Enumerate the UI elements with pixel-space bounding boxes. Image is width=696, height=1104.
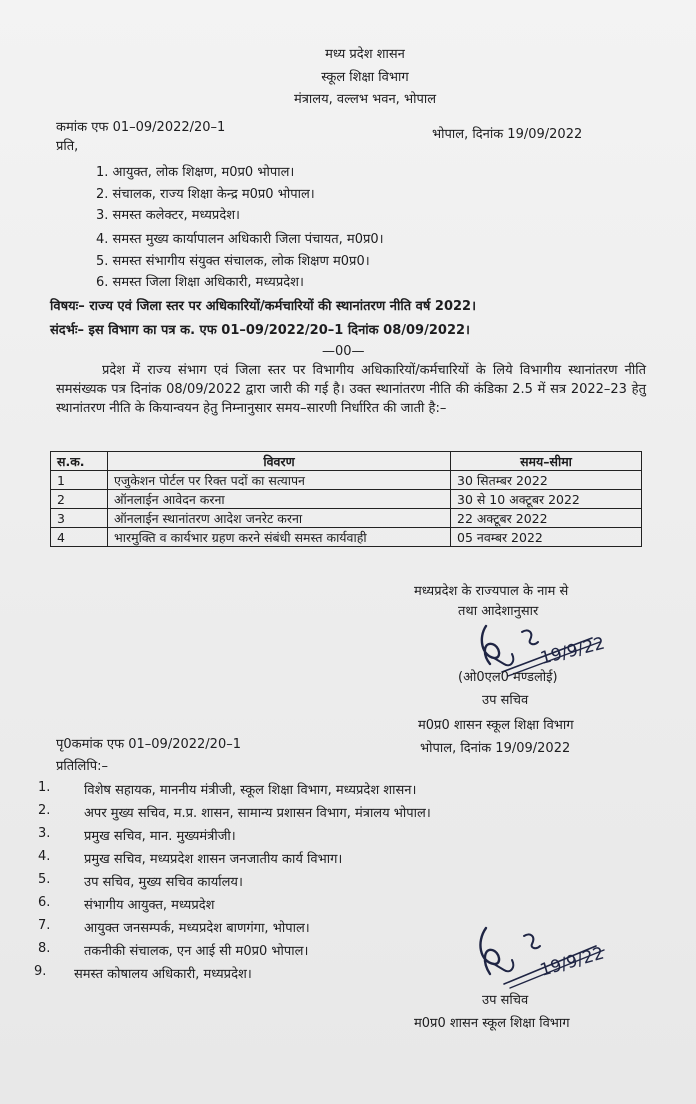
copy-number: पृ0कमांक एफ 01–09/2022/20–1 <box>56 737 241 752</box>
copy-label: प्रतिलिपि:– <box>56 759 108 774</box>
list-number: 5. <box>38 872 51 887</box>
table-row <box>51 471 642 490</box>
header-address: मंत्रालय, वल्लभ भवन, भोपाल <box>293 92 437 107</box>
letter-number: कमांक एफ 01–09/2022/20–1 <box>56 120 226 135</box>
reference-label: संदर्भः– <box>50 323 84 338</box>
table-cell: 2 <box>51 490 108 509</box>
list-number: 8. <box>38 941 51 956</box>
list-item: प्रमुख सचिव, मान. मुख्यमंत्रीजी। <box>84 829 236 844</box>
signoff-order: तथा आदेशानुसार <box>458 604 539 619</box>
list-item: 2. संचालक, राज्य शिक्षा केन्द्र म0प्र0 भोपाल। <box>96 187 315 202</box>
signatory-office: म0प्र0 शासन स्कूल शिक्षा विभाग <box>414 1016 570 1031</box>
signatory-office: म0प्र0 शासन स्कूल शिक्षा विभाग <box>418 718 574 733</box>
schedule-table <box>50 451 642 547</box>
signature-2 <box>470 922 620 990</box>
table-header-cell: समय–सीमा <box>451 452 642 471</box>
list-number: 7. <box>38 918 51 933</box>
list-number: 6. <box>38 895 51 910</box>
signatory-designation: उप सचिव <box>482 993 529 1008</box>
svg-text:19/9/22: 19/9/22 <box>538 633 607 669</box>
list-number: 4. <box>38 849 51 864</box>
table-cell: 3 <box>51 509 108 528</box>
table-cell: 30 से 10 अक्टूबर 2022 <box>451 490 642 509</box>
table-cell: एजुकेशन पोर्टल पर रिक्त पदों का सत्यापन <box>108 471 451 490</box>
header-government: मध्य प्रदेश शासन <box>325 47 405 62</box>
table-cell: 1 <box>51 471 108 490</box>
list-item: उप सचिव, मुख्य सचिव कार्यालय। <box>84 875 243 890</box>
table-row <box>51 509 642 528</box>
letter-date: भोपाल, दिनांक 19/09/2022 <box>432 127 583 142</box>
table-cell: 4 <box>51 528 108 547</box>
table-cell: ऑनलाईन आवेदन करना <box>108 490 451 509</box>
list-item: तकनीकी संचालक, एन आई सी म0प्र0 भोपाल। <box>84 944 309 959</box>
subject-text: राज्य एवं जिला स्तर पर अधिकारियों/कर्मचारियों की स्थानांतरण नीति वर्ष 2022। <box>89 299 477 314</box>
table-row <box>51 490 642 509</box>
copy-date: भोपाल, दिनांक 19/09/2022 <box>420 741 571 756</box>
table-header-cell: स.क. <box>51 452 108 471</box>
list-number: 1. <box>38 780 51 795</box>
separator: —00— <box>322 344 365 359</box>
list-item: संभागीय आयुक्त, मध्यप्रदेश <box>84 898 215 913</box>
body-paragraph: प्रदेश में राज्य संभाग एवं जिला स्तर पर विभागीय अधिकारियों/कर्मचारियों के लिये विभागीय स्थानांतरण नीति समसंख्यक पत्र दिनांक 08/09/2022 द्वारा जारी की गई है। उक्त स्थानांतरण नीति की कंडिका 2.5 में सत्र 2022–23 हेतु स्थानांतरण नीति के कियान्वयन हेतु निम्नानुसार समय–सारणी निर्धारित की जाती है:– <box>56 363 646 416</box>
reference-line <box>50 320 470 338</box>
svg-text:19/9/22: 19/9/22 <box>537 943 607 981</box>
prati-label: प्रति, <box>56 139 79 154</box>
subject-label: विषयः– <box>50 299 85 314</box>
table-cell: ऑनलाईन स्थानांतरण आदेश जनरेट करना <box>108 509 451 528</box>
list-item: 1. आयुक्त, लोक शिक्षण, म0प्र0 भोपाल। <box>96 165 295 180</box>
list-number: 9. <box>34 964 47 979</box>
list-item: 5. समस्त संभागीय संयुक्त संचालक, लोक शिक्षण म0प्र0। <box>96 254 370 269</box>
table-header-cell: विवरण <box>108 452 451 471</box>
list-item: प्रमुख सचिव, मध्यप्रदेश शासन जनजातीय कार्य विभाग। <box>84 852 343 867</box>
list-item: आयुक्त जनसम्पर्क, मध्यप्रदेश बाणगंगा, भोपाल। <box>84 921 310 936</box>
signatory-name: (ओ0एल0 मण्डलोई) <box>458 670 558 685</box>
list-number: 2. <box>38 803 51 818</box>
signatory-designation: उप सचिव <box>482 693 529 708</box>
table-cell: 05 नवम्बर 2022 <box>451 528 642 547</box>
list-item: विशेष सहायक, माननीय मंत्रीजी, स्कूल शिक्षा विभाग, मध्यप्रदेश शासन। <box>84 783 417 798</box>
table-cell: 30 सितम्बर 2022 <box>451 471 642 490</box>
reference-text: इस विभाग का पत्र क. एफ 01–09/2022/20–1 दिनांक 08/09/2022। <box>88 323 470 338</box>
list-item: 4. समस्त मुख्य कार्यापालन अधिकारी जिला पंचायत, म0प्र0। <box>96 232 384 247</box>
list-item: समस्त कोषालय अधिकारी, मध्यप्रदेश। <box>74 967 252 982</box>
list-item: अपर मुख्य सचिव, म.प्र. शासन, सामान्य प्रशासन विभाग, मंत्रालय भोपाल। <box>84 806 431 821</box>
subject-line <box>50 296 476 314</box>
header-department: स्कूल शिक्षा विभाग <box>321 70 409 85</box>
table-cell: भारमुक्ति व कार्यभार ग्रहण करने संबंधी समस्त कार्यवाही <box>108 528 451 547</box>
table-row <box>51 528 642 547</box>
list-item: 3. समस्त कलेक्टर, मध्यप्रदेश। <box>96 208 240 223</box>
list-number: 3. <box>38 826 51 841</box>
list-item: 6. समस्त जिला शिक्षा अधिकारी, मध्यप्रदेश। <box>96 275 304 290</box>
table-header-row <box>51 452 642 471</box>
table-cell: 22 अक्टूबर 2022 <box>451 509 642 528</box>
signoff-authority: मध्यप्रदेश के राज्यपाल के नाम से <box>414 584 569 599</box>
